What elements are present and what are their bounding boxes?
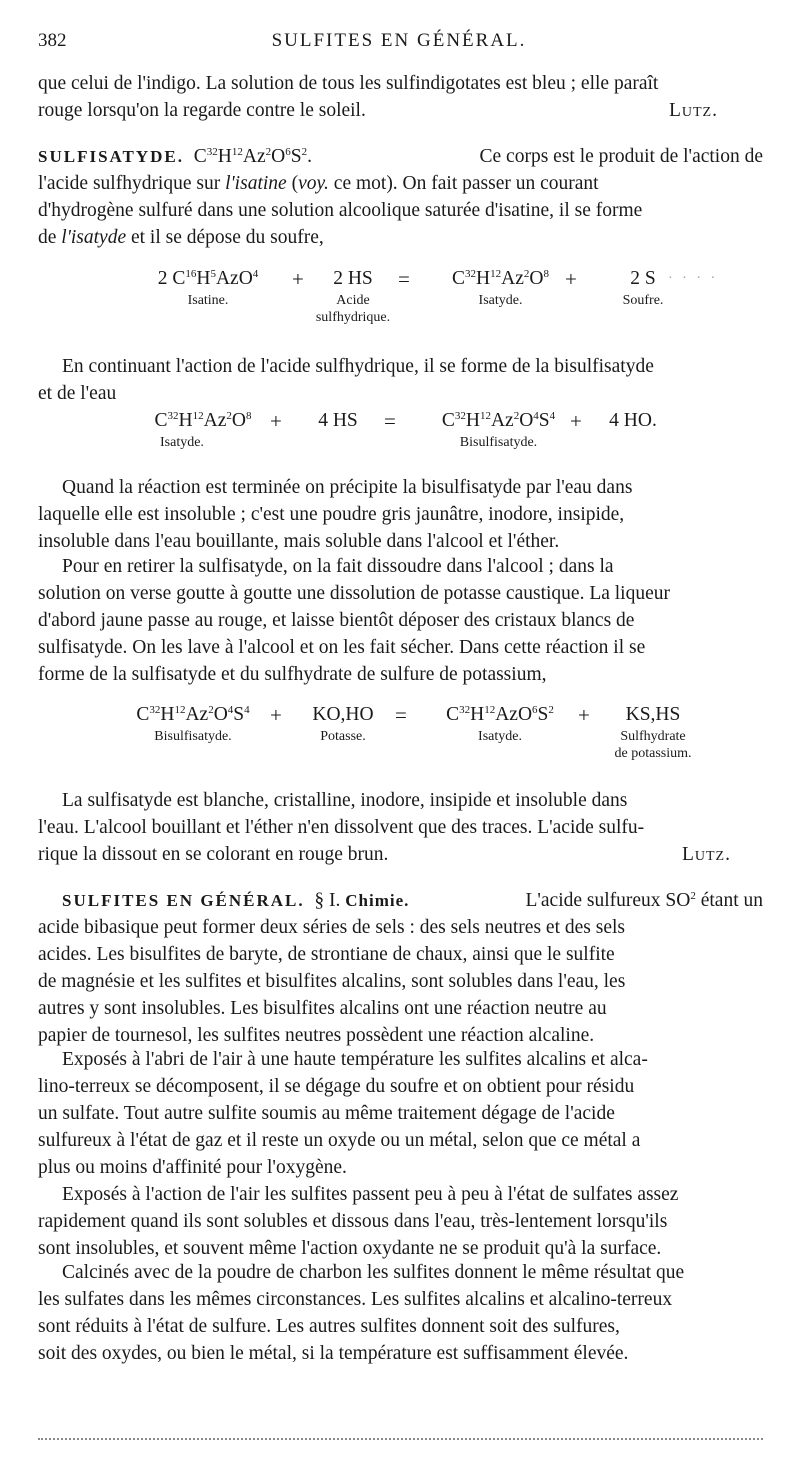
- sulfites-entry: [38, 887, 763, 1049]
- eq-term: 4 HS: [318, 410, 358, 431]
- text-line: [38, 97, 763, 124]
- section-name: Chimie.: [345, 891, 410, 910]
- text-line: rapidement quand ils sont solubles et dissous dans l'eau, très-lentement lorsqu'ils: [38, 1211, 668, 1232]
- equation-2: [38, 408, 763, 456]
- text-line: d'hydrogène sulfuré dans une solution alcoolique saturée d'isatine, il se forme: [38, 200, 643, 221]
- text-line: sulfureux à l'état de gaz et il reste un oxyde ou un métal, selon que ce métal a: [38, 1130, 641, 1151]
- text-line: [38, 143, 763, 170]
- cut-off-footer-line: [38, 1438, 763, 1440]
- text-line: Quand la réaction est terminée on précipite la bisulfisatyde par l'eau dans: [62, 477, 633, 498]
- eq-caption: Potasse.: [320, 729, 366, 744]
- eq-caption: Soufre.: [622, 293, 664, 308]
- text-span: rouge lorsqu'on la regarde contre le soleil.: [38, 100, 366, 121]
- text-line: un sulfate. Tout autre sulfite soumis au même traitement dégage de l'acide: [38, 1103, 615, 1124]
- page-number: 382: [38, 30, 67, 51]
- text-line: Pour en retirer la sulfisatyde, on la fait dissoudre dans l'alcool ; dans la: [62, 556, 614, 577]
- text-line: [38, 887, 763, 914]
- running-title: SULFITES EN GÉNÉRAL.: [271, 30, 527, 51]
- text-line: Exposés à l'abri de l'air à une haute température les sulfites alcalins et alca-: [62, 1049, 648, 1070]
- eq-term: $C^{32}H^{12}Az^2O^8$ Isatyde.: [433, 266, 568, 309]
- text-span: L'acide sulfureux $SO^2$ étant un: [525, 890, 763, 911]
- text-line: sont réduits à l'état de sulfure. Les autres sulfites donnent soit des sulfures,: [38, 1316, 620, 1337]
- text-line: de l'isatyde et il se dépose du soufre,: [38, 227, 324, 248]
- eq-caption: Isatyde.: [160, 435, 204, 450]
- text-line: forme de la sulfisatyde et du sulfhydrate de sulfure de potassium,: [38, 664, 547, 685]
- page-header: [38, 30, 760, 56]
- eq-term: $C^{32}H^{12}Az^2O^4S^4$ Bisulfisatyde.: [416, 408, 581, 451]
- text-line: solution on verse goutte à goutte une dissolution de potasse caustique. La liqueur: [38, 583, 670, 604]
- text-line: laquelle elle est insoluble ; c'est une poudre gris jaunâtre, inodore, insipide,: [38, 504, 625, 525]
- eq-term: 2 HS Acide sulfhydrique.: [293, 266, 413, 326]
- author-signature: Lutz.: [681, 844, 731, 865]
- eq-term: 4 HO.: [609, 410, 657, 431]
- pour-paragraph: [38, 553, 763, 688]
- equals-sign: =: [384, 409, 396, 433]
- text-line: et de l'eau: [38, 383, 117, 404]
- eq-term: $C^{32}H^{12}Az^2O^8$ Isatyde.: [138, 408, 268, 451]
- text-line: acides. Les bisulfites de baryte, de strontiane de chaux, ainsi que le sulfite: [38, 944, 615, 965]
- exposes-paragraph-1: [38, 1046, 763, 1181]
- eq-term: $C^{32}H^{12}AzO^6S^2$ Isatyde.: [430, 702, 570, 745]
- text-line: Calcinés avec de la poudre de charbon les sulfites donnent le même résultat que: [62, 1262, 685, 1283]
- calcines-paragraph: [38, 1259, 763, 1367]
- dotted-leader: · · · ·: [668, 271, 719, 286]
- text-line: rique la dissout en se colorant en rouge brun. Lutz.: [38, 841, 763, 868]
- plus-sign: +: [292, 267, 304, 291]
- bisulf-paragraph: [38, 353, 763, 407]
- text-line: Exposés à l'action de l'air les sulfites passent peu à peu à l'état de sulfates assez: [62, 1184, 679, 1205]
- eq-caption: de potassium.: [614, 746, 692, 761]
- eq-caption: Acide: [336, 293, 370, 308]
- eq-term: $C^{32}H^{12}Az^2O^4S^4$ Bisulfisatyde.: [123, 702, 263, 745]
- text-line: La sulfisatyde est blanche, cristalline, inodore, insipide et insoluble dans: [62, 790, 628, 811]
- text-line: En continuant l'action de l'acide sulfhydrique, il se forme de la bisulfisatyde: [62, 356, 654, 377]
- text-line: autres y sont insolubles. Les bisulfites alcalins ont une réaction neutre au: [38, 998, 607, 1019]
- eq-caption: Isatyde.: [478, 293, 523, 308]
- equation-1: [38, 266, 763, 342]
- intro-paragraph: [38, 70, 763, 124]
- text-line: soit des oxydes, ou bien le métal, si la température est suffisamment élevée.: [38, 1343, 629, 1364]
- quand-paragraph: [38, 474, 763, 555]
- text-line: plus ou moins d'affinité pour l'oxygène.: [38, 1157, 347, 1178]
- eq-caption: Sulfhydrate: [620, 729, 686, 744]
- text-line: sont insolubles, et souvent même l'action oxydante ne se produit qu'à la surface.: [38, 1238, 662, 1259]
- text-line: l'eau. L'alcool bouillant et l'éther n'en dissolvent que des traces. L'acide sulfu-: [38, 817, 645, 838]
- text-line: les sulfates dans les mêmes circonstances. Les sulfites alcalins et alcalino-terreux: [38, 1289, 673, 1310]
- text-line: de magnésie et les sulfites et bisulfites alcalins, sont solubles dans l'eau, les: [38, 971, 626, 992]
- eq-term: KS,HS Sulfhydrate de potassium.: [598, 702, 708, 762]
- eq-term: 2 $C^{16}H^5AzO^4$ Isatine.: [153, 266, 263, 309]
- text-line: d'abord jaune passe au rouge, et laisse bientôt déposer des cristaux blancs de: [38, 610, 635, 631]
- plus-sign: +: [270, 703, 282, 727]
- text-line: insoluble dans l'eau bouillante, mais soluble dans l'alcool et l'éther.: [38, 531, 560, 552]
- entry-title: SULFISATYDE.: [38, 147, 185, 166]
- text-span: Ce corps est le produit de l'action de: [479, 146, 763, 167]
- sulfisatyde-entry: [38, 143, 763, 251]
- equals-sign: =: [395, 703, 407, 727]
- eq-caption: Bisulfisatyde.: [459, 435, 538, 450]
- exposes-paragraph-2: [38, 1181, 763, 1262]
- text-line: papier de tournesol, les sulfites neutres possèdent une réaction alcaline.: [38, 1025, 595, 1046]
- text-line: acide bibasique peut former deux séries de sels : des sels neutres et des sels: [38, 917, 625, 938]
- eq-term: 2 S Soufre.: [598, 266, 688, 309]
- plus-sign: +: [578, 703, 590, 727]
- text-line: que celui de l'indigo. La solution de tous les sulfindigotates est bleu ; elle paraît: [38, 73, 659, 94]
- equals-sign: =: [398, 267, 410, 291]
- plus-sign: +: [565, 267, 577, 291]
- entry-title: SULFITES EN GÉNÉRAL.: [62, 891, 305, 910]
- text-line: lino-terreux se décomposent, il se dégage du soufre et on obtient pour résidu: [38, 1076, 635, 1097]
- section-number: § I.: [314, 890, 341, 911]
- eq-caption: Isatyde.: [478, 729, 522, 744]
- eq-caption: sulfhydrique.: [315, 310, 391, 325]
- entry-formula: $C^{32}H^{12}Az^2O^6S^2$.: [193, 146, 312, 167]
- author-signature: Lutz.: [668, 100, 718, 121]
- eq-caption: Bisulfisatyde.: [154, 729, 232, 744]
- plus-sign: +: [270, 409, 282, 433]
- text-line: l'acide sulfhydrique sur l'isatine (voy. ce mot). On fait passer un courant: [38, 173, 599, 194]
- blanche-paragraph: [38, 787, 763, 868]
- equation-3: [38, 702, 763, 778]
- eq-term: KO,HO Potasse.: [298, 702, 388, 745]
- plus-sign: +: [570, 409, 582, 433]
- eq-caption: Isatine.: [187, 293, 229, 308]
- text-line: sulfisatyde. On les lave à l'alcool et on les fait sécher. Dans cette réaction il se: [38, 637, 646, 658]
